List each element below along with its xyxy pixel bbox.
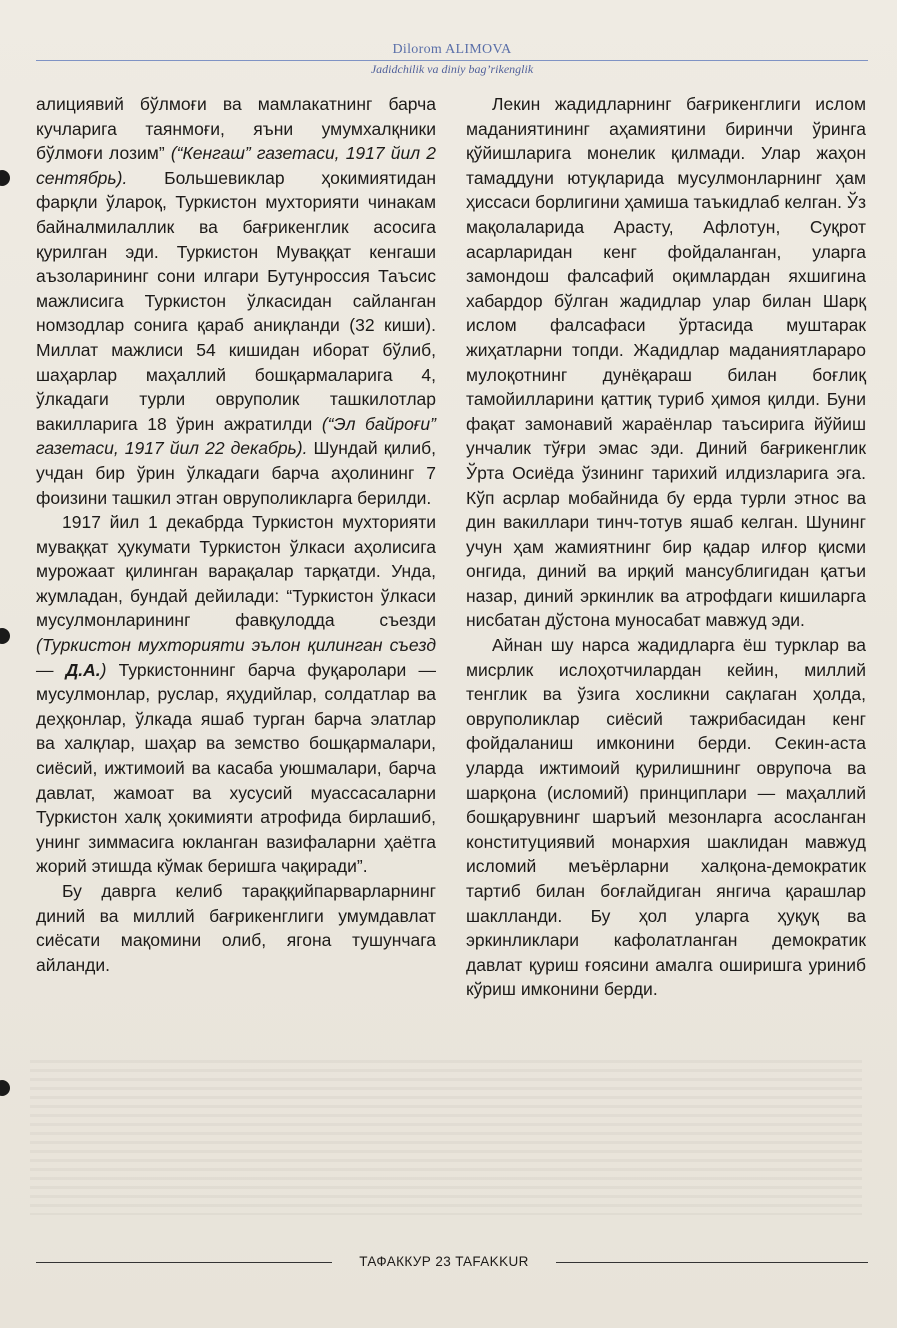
text-run: алициявий бўлмоғи ва мамлакатнинг барча кучларига таянмоғи, яъни умумхалқники бўлмоғи лозим”	[36, 94, 436, 164]
right-paragraph-1: Лекин жадидларнинг бағрикенглиги ислом маданиятининг аҳамиятини биринчи ўринга қўйишларига монелик қилмади. Улар жаҳон тамаддуни ютуқларида мусулмонларнинг ҳам ҳиссаси борлигини ҳамиша таъкидлаб келган. Ўз мақолаларида Арасту, Афлотун, Суқрот асарларидан кенг фойдаланган, уларга замондош фалсафий оқимлардан яхшигина хабардор бўлган жадидлар улар билан Шарқ ислом фалсафаси ўртасида муштарак жиҳатларни топди. Жадидлар маданиятлараро мулоқотнинг дунёқараш билан боғлиқ тамойилларини қаттиқ туриб ҳимоя қилди. Буни фақат замонавий жараёнлар таъсирига йўйиш унчалик тўғри эмас эди. Диний бағрикенглик Ўрта Осиёда ўзининг тарихий илдизларига эга. Кўп асрлар мобайнида бу ерда турли этнос ва дин вакиллари тинч-тотув яшаб келган. Шунинг учун ҳам жамиятнинг бир қадар илғор қисми онгида, диний ва ирқий мансублигидан қатъи назар, диний эркинлик ва атрофдаги кишиларга нисбатан дўстона муносабат мавжуд эди.	[466, 94, 866, 631]
right-paragraph-2: Айнан шу нарса жадидларга ёш турклар ва мисрлик ислоҳотчилардан кейин, миллий тенглик ва ўзига хосликни сақлаган ҳолда, овруполиклар сиёсий тажрибасидан кенг фойдаланиш имконини берди. Секин-аста уларда ижтимоий қурилишнинг оврупоча ва шарқона (исломий) принциплари — маҳаллий бошқарувнинг шаръий мезонларга асосланган конституциявий монархия шаклидан мавжуд исломий меъёрларни халқона-демократик тартиб билан боғлайдиган янгича қарашлар шаклланди. Бу ҳол уларга ҳуқуқ ва эркинликлари кафолатланган демократик давлат қуриш ғоясини амалга оширишга уриниб кўриш имконини берди.	[466, 635, 866, 1000]
citation: (“Кенгаш” газетаси, 1917 йил 2 сентябрь).	[36, 143, 437, 188]
author-initials: Д.А.	[65, 659, 101, 680]
right-column	[466, 92, 866, 1002]
left-paragraph-3: Бу даврга келиб тараққийпарварларнинг диний ва миллий бағрикенглиги умумдавлат сиёсати мақомини олиб, ягона тушунчага айланди.	[36, 881, 436, 975]
page-footer	[36, 1254, 868, 1274]
left-column	[36, 92, 436, 977]
text-run: 1917 йил 1 декабрда Туркистон мухторияти муваққат ҳукумати Туркистон ўлкаси аҳолисига мурожаат қилинган варақалар тарқатди. Унда, жумладан, бундай дейилади: “Туркистон ўлкаси мусулмонларининг фавқулодда съезди	[36, 512, 436, 631]
left-paragraph-1	[36, 92, 436, 510]
left-paragraph-2	[36, 510, 436, 879]
text-run: Шундай қилиб, учдан бир ўрин ўлкадаги барча аҳолининг 7 фоизини ташкил этган овруполикларга берилди.	[36, 438, 436, 508]
text-run: Большевиклар ҳокимиятидан фарқли ўлароқ, Туркистон мухторияти чинакам байналмилаллик ва бағрикенглик асосига қурилган эди. Туркистон Муваққат кенгаши аъзоларининг сони илгари Бутунроссия Таъсис мажлисига Туркистон ўлкасидан сайланган номзодлар сонига қараб аниқланди (32 киши). Миллат мажлиси 54 кишидан иборат бўлиб, шаҳарлар маҳаллий бошқармаларига 4, ўлкадаги турли овруполик ташкилотлар вакилларига 18 ўрин ажратилди	[36, 167, 436, 434]
running-header	[36, 40, 868, 84]
text-run: Туркистоннинг барча фуқаролари — мусулмонлар, руслар, яҳудийлар, солдатлар ва деҳқонлар, ўлкада яшаб турган барча элатлар ва халқлар, шаҳар ва земство бошқармалари, сиёсий, ижтимоий ва касаба уюшмалари, барча давлат, жамоат ва хусусий муассасаларни Туркистон халқ ҳокимияти атрофида бирлашиб, унинг зиммасига юкланган вазифаларни ҳаётга жорий этишда кўмак беришга чақиради”.	[36, 659, 436, 877]
footer-rule-left	[36, 1262, 332, 1263]
citation: (“Эл байроғи” газетаси, 1917 йил 22 декабрь).	[36, 413, 436, 459]
text-run: )	[100, 659, 107, 680]
header-rule	[36, 60, 868, 61]
footer-rule-right	[556, 1262, 868, 1263]
header-subtitle: Jadidchilik va diniy bag’rikenglik	[370, 62, 534, 76]
show-through-texture	[30, 1060, 862, 1215]
page-folio: ТАФАККУР 23 TAFAKKUR	[359, 1254, 529, 1269]
text-run: (Туркистон мухторияти эълон қилинган съезд —	[36, 635, 436, 680]
header-author: Dilorom ALIMOVA	[392, 42, 512, 57]
